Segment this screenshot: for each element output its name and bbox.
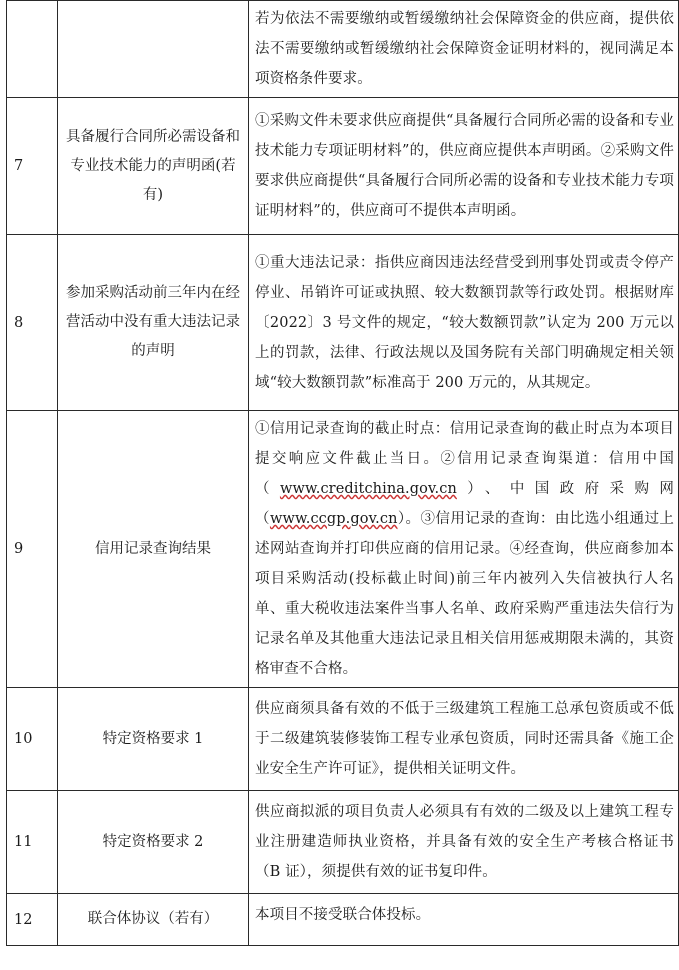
qualification-table: [6, 0, 679, 946]
requirement-name: 信用记录查询结果: [58, 411, 249, 688]
requirement-name: 联合体协议（若有）: [58, 894, 249, 946]
detail-text: ）。③信用记录的查询：由比选小组通过上述网站查询并打印供应商的信用记录。④经查询，供应商参加本项目采购活动(投标截止时间)前三年内被列入失信被执行人名单、重大税收违法案件当事人名单、政府采购严重违法失信行为记录名单及其他重大违法记录且相关信用惩戒期限未满的，其资格审查不合格。: [255, 511, 674, 677]
document-page: [2, 0, 677, 966]
requirement-name: 具备履行合同所必需设备和专业技术能力的声明函(若有): [58, 98, 249, 235]
requirement-name: [58, 1, 249, 98]
table-row: [7, 894, 679, 946]
row-number: [7, 1, 58, 98]
requirement-detail: 供应商须具备有效的不低于三级建筑工程施工总承包资质或不低于二级建筑装修装饰工程专业承包资质，同时还需具备《施工企业安全生产许可证》，提供相关证明文件。: [249, 688, 679, 791]
requirement-detail: 供应商拟派的项目负责人必须具有有效的二级及以上建筑工程专业注册建造师执业资格，并具备有效的安全生产考核合格证书（B 证），须提供有效的证书复印件。: [249, 791, 679, 894]
requirement-detail: 若为依法不需要缴纳或暂缓缴纳社会保障资金的供应商，提供依法不需要缴纳或暂缓缴纳社会保障资金证明材料的，视同满足本项资格条件要求。: [249, 1, 679, 98]
row-number: 12: [7, 894, 58, 946]
requirement-detail: 本项目不接受联合体投标。: [249, 894, 679, 946]
requirement-detail: [249, 411, 679, 688]
row-number: 8: [7, 235, 58, 411]
requirement-name: 特定资格要求 1: [58, 688, 249, 791]
row-number: 7: [7, 98, 58, 235]
detail-text: ①信用记录查询的截止时点：信用记录查询的截止时点为本项目提交响应文件截止当日。②信用记录查询渠道：信用中国（: [255, 421, 674, 497]
table-row: [7, 688, 679, 791]
requirement-detail: ①采购文件未要求供应商提供“具备履行合同所必需的设备和专业技术能力专项证明材料”的，供应商应提供本声明函。②采购文件要求供应商提供“具备履行合同所必需的设备和专业技术能力专项证明材料”的，供应商可不提供本声明函。: [249, 98, 679, 235]
table-row: [7, 411, 679, 688]
row-number: 9: [7, 411, 58, 688]
requirement-detail: ①重大违法记录：指供应商因违法经营受到刑事处罚或责令停产停业、吊销许可证或执照、较大数额罚款等行政处罚。根据财库〔2022〕3 号文件的规定，“较大数额罚款”认定为 200 万元以上的罚款，法律、行政法规以及国务院有关部门明确规定相关领域“较大数额罚款”标准高于 200 万元的，从其规定。: [249, 235, 679, 411]
ccgp-link[interactable]: www.ccgp.gov.cn: [269, 511, 398, 527]
table-row: [7, 98, 679, 235]
requirement-name: 参加采购活动前三年内在经营活动中没有重大违法记录的声明: [58, 235, 249, 411]
row-number: 10: [7, 688, 58, 791]
creditchina-link[interactable]: www.creditchina.gov.cn: [279, 481, 457, 497]
table-row: [7, 1, 679, 98]
table-row: [7, 791, 679, 894]
requirement-name: 特定资格要求 2: [58, 791, 249, 894]
table-row: [7, 235, 679, 411]
detail-text: ）、中国政府采购网（: [255, 481, 674, 527]
row-number: 11: [7, 791, 58, 894]
